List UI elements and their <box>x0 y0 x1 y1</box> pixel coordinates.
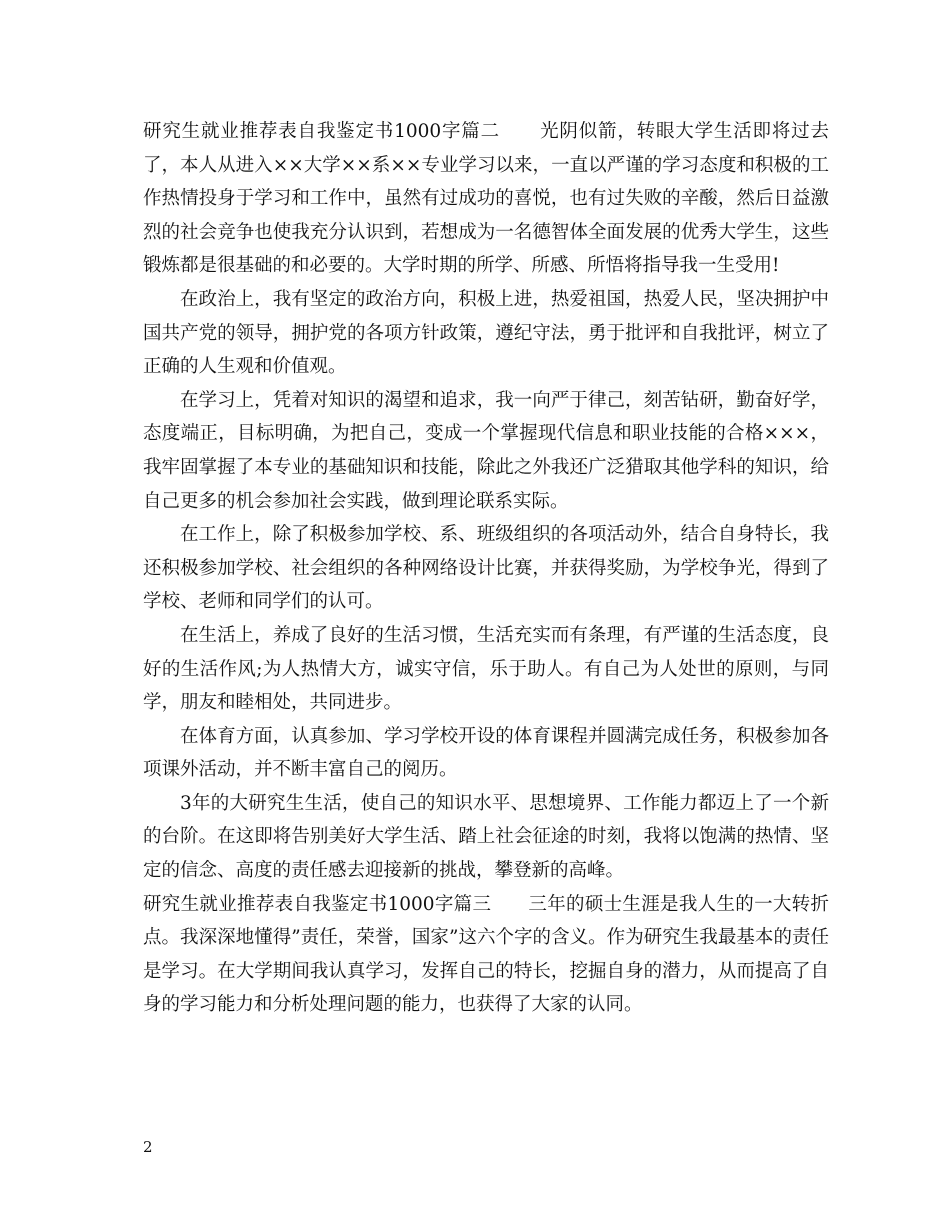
document-body <box>143 115 829 1022</box>
paragraph-1 <box>143 115 829 283</box>
paragraph-text: 光阴似箭，转眼大学生活即将过去了，本人从进入××大学××系××专业学习以来，一直以严谨的学习态度和积极的工作热情投身于学习和工作中，虽然有过成功的喜悦，也有过失败的辛酸，然后日益激烈的社会竞争也使我充分认识到，若想成为一名德智体全面发展的优秀大学生，这些锻炼都是很基础的和必要的。大学时期的所学、所感、所悟将指导我一生受用! <box>143 121 829 277</box>
paragraph-summary: 3年的大研究生生活，使自己的知识水平、思想境界、工作能力都迈上了一个新的台阶。在这即将告别美好大学生活、踏上社会征途的时刻，我将以饱满的热情、坚定的信念、高度的责任感去迎接新的挑战，攀登新的高峰。 <box>143 792 829 882</box>
section-heading-2: 研究生就业推荐表自我鉴定书1000字篇二 <box>143 121 500 142</box>
paragraph-politics: 在政治上，我有坚定的政治方向，积极上进，热爱祖国，热爱人民，坚决拥护中国共产党的领导，拥护党的各项方针政策，遵纪守法，勇于批评和自我批评，树立了正确的人生观和价值观。 <box>143 288 829 378</box>
paragraph-text: 三年的硕士生涯是我人生的一大转折点。我深深地懂得”责任，荣誉，国家”这六个字的含义。作为研究生我最基本的责任是学习。在大学期间我认真学习，发挥自己的特长，挖掘自身的潜力，从而提高了自身的学习能力和分析处理问题的能力，也获得了大家的认同。 <box>143 893 829 1016</box>
paragraph-work: 在工作上，除了积极参加学校、系、班级组织的各项活动外，结合自身特长，我还积极参加学校、社会组织的各种网络设计比赛，并获得奖励，为学校争光，得到了学校、老师和同学们的认可。 <box>143 524 829 613</box>
paragraph-life: 在生活上，养成了良好的生活习惯，生活充实而有条理，有严谨的生活态度，良好的生活作风;为人热情大方，诚实守信，乐于助人。有自己为人处世的原则，与同学，朋友和睦相处，共同进步。 <box>143 624 829 714</box>
paragraph-section-3 <box>143 888 829 1022</box>
page-number: 2 <box>143 1138 153 1156</box>
paragraph-study: 在学习上，凭着对知识的渴望和追求，我一向严于律己，刻苦钻研，勤奋好学，态度端正，目标明确，为把自己，变成一个掌握现代信息和职业技能的合格×××，我牢固掌握了本专业的基础知识和技能，除此之外我还广泛猎取其他学科的知识，给自己更多的机会参加社会实践，做到理论联系实际。 <box>143 389 829 512</box>
section-heading-3: 研究生就业推荐表自我鉴定书1000字篇三 <box>143 893 492 915</box>
paragraph-sports: 在体育方面，认真参加、学习学校开设的体育课程并圆满完成任务，积极参加各项课外活动，并不断丰富自己的阅历。 <box>143 725 829 781</box>
